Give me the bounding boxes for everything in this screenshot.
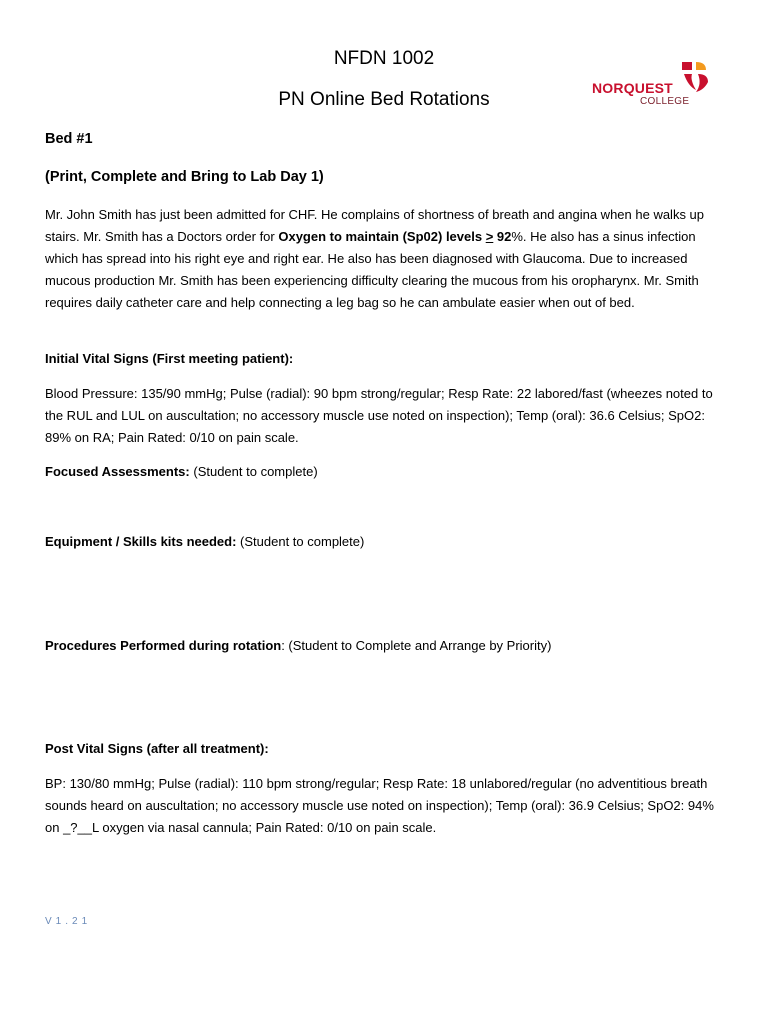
norquest-logo-mark-icon bbox=[678, 60, 714, 94]
focused-note: (Student to complete) bbox=[189, 464, 318, 479]
logo-wordmark: NORQUEST bbox=[592, 80, 673, 96]
course-code: NFDN 1002 bbox=[333, 48, 435, 69]
procedures-note: : (Student to Complete and Arrange by Priority) bbox=[281, 638, 552, 653]
scenario-paragraph bbox=[45, 204, 725, 314]
logo-subtext: COLLEGE bbox=[640, 96, 690, 107]
norquest-logo bbox=[584, 56, 716, 112]
procedures-performed bbox=[45, 635, 725, 657]
bed-number: Bed #1 bbox=[45, 131, 93, 147]
post-vitals-heading: Post Vital Signs (after all treatment): bbox=[45, 741, 269, 756]
scenario-text-1: Mr. John Smith has just been admitted for CHF. He complains of shortness of breath and angina when he walks up stairs. Mr. Smith has a Doctors order for bbox=[45, 207, 705, 244]
equipment-note: (Student to complete) bbox=[236, 534, 365, 549]
greater-equal-sign: > bbox=[485, 229, 494, 244]
oxygen-order: Oxygen to maintain (Sp02) levels bbox=[278, 229, 486, 244]
equipment-needed bbox=[45, 531, 725, 553]
bed-instruction: (Print, Complete and Bring to Lab Day 1) bbox=[45, 169, 324, 185]
initial-vitals-heading: Initial Vital Signs (First meeting patient): bbox=[45, 351, 294, 366]
focused-assessments bbox=[45, 461, 725, 483]
focused-label: Focused Assessments: bbox=[45, 464, 190, 479]
post-vitals-text: BP: 130/80 mmHg; Pulse (radial): 110 bpm strong/regular; Resp Rate: 18 unlabored/regular (no adventitious breath sounds heard on auscultation; no accessory muscle use noted on inspection); Temp (oral): 36.9 Celsius; SpO2: 94% on _?__L oxygen via nasal cannula; Pain Rated: 0/10 on pain scale. bbox=[45, 776, 714, 835]
initial-vitals-text: Blood Pressure: 135/90 mmHg; Pulse (radial): 90 bpm strong/regular; Resp Rate: 22 labored/fast (wheezes noted to the RUL and LUL on auscultation; no accessory muscle use noted on inspection); Temp (oral): 36.6 Celsius; SpO2: 89% on RA; Pain Rated: 0/10 on pain scale. bbox=[45, 386, 713, 445]
procedures-label: Procedures Performed during rotation bbox=[45, 638, 282, 653]
scenario-text-2: %. He also has a sinus infection which has spread into his right eye and right ear. He also has been diagnosed with Glaucoma. Due to increased mucous production Mr. Smith has been experiencing difficulty clearing the mucous from his oropharynx. Mr. Smith requires daily catheter care and help connecting a leg bag so he can ambulate easier when out of bed. bbox=[45, 229, 699, 310]
version-footer: V1.21 bbox=[45, 916, 92, 927]
equipment-label: Equipment / Skills kits needed: bbox=[45, 534, 237, 549]
oxygen-target: 92 bbox=[493, 229, 512, 244]
course-title: PN Online Bed Rotations bbox=[278, 89, 490, 110]
